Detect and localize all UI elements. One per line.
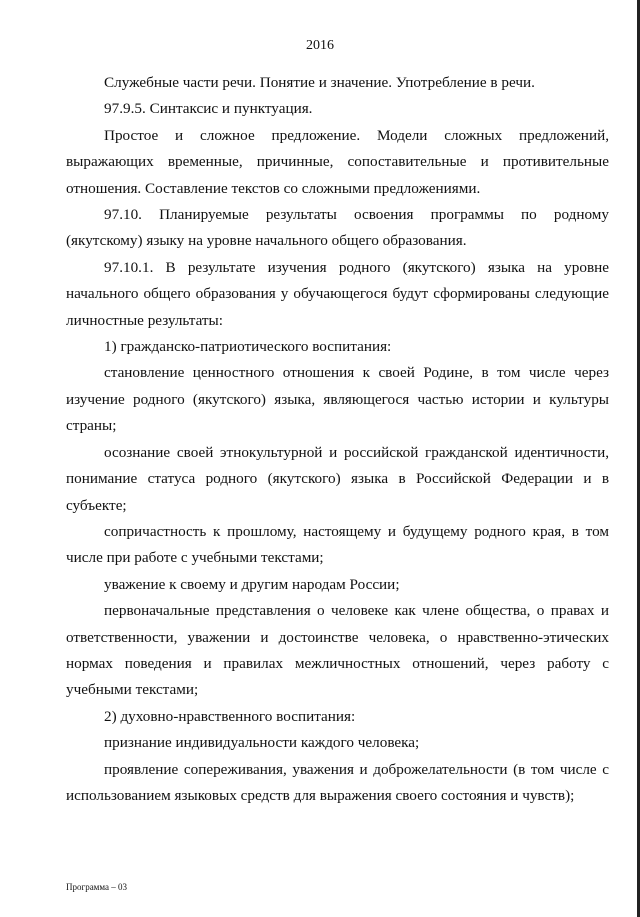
paragraph: 1) гражданско-патриотического воспитания: [104,338,392,356]
paragraph: первоначальные представления о человеке как члене общества, о правах и ответственности, уважении и достоинстве человека, о нравственно-этических нормах поведения и правилах межличностных отношений, через работу с учебными текстами; [66,602,609,699]
paragraph: уважение к своему и другим народам России; [104,575,400,593]
paragraph: 97.9.5. Синтаксис и пунктуация. [104,100,313,118]
paragraph: становление ценностного отношения к своей Родине, в том числе через изучение родного (якутского) языка, являющегося частью истории и культуры страны; [66,364,609,435]
page-number: 2016 [306,38,334,53]
paragraph: 97.10.1. В результате изучения родного (якутского) языка на уровне начального общего образования у обучающегося будут сформированы следующие личностные результаты: [66,258,609,329]
paragraph: Простое и сложное предложение. Модели сложных предложений, выражающих временные, причинные, сопоставительные и противительные отношения. Составление текстов со сложными предложениями. [66,126,609,197]
document-body [66,70,609,809]
paragraph: проявление сопереживания, уважения и доброжелательности (в том числе с использованием языковых средств для выражения своего состояния и чувств); [66,760,609,804]
paragraph: Служебные части речи. Понятие и значение. Употребление в речи. [104,74,535,91]
paragraph: осознание своей этнокультурной и российской гражданской идентичности, понимание статуса родного (якутского) языка в Российской Федерации и в субъекте; [66,443,609,514]
paragraph: 97.10. Планируемые результаты освоения программы по родному (якутскому) языку на уровне начального общего образования. [66,206,609,250]
paragraph: 2) духовно-нравственного воспитания: [104,707,356,725]
footer-label: Программа – 03 [66,882,128,892]
paragraph: сопричастность к прошлому, настоящему и будущему родного края, в том числе при работе с учебными текстами; [66,522,609,567]
paragraph: признание индивидуальности каждого человека; [104,734,420,752]
